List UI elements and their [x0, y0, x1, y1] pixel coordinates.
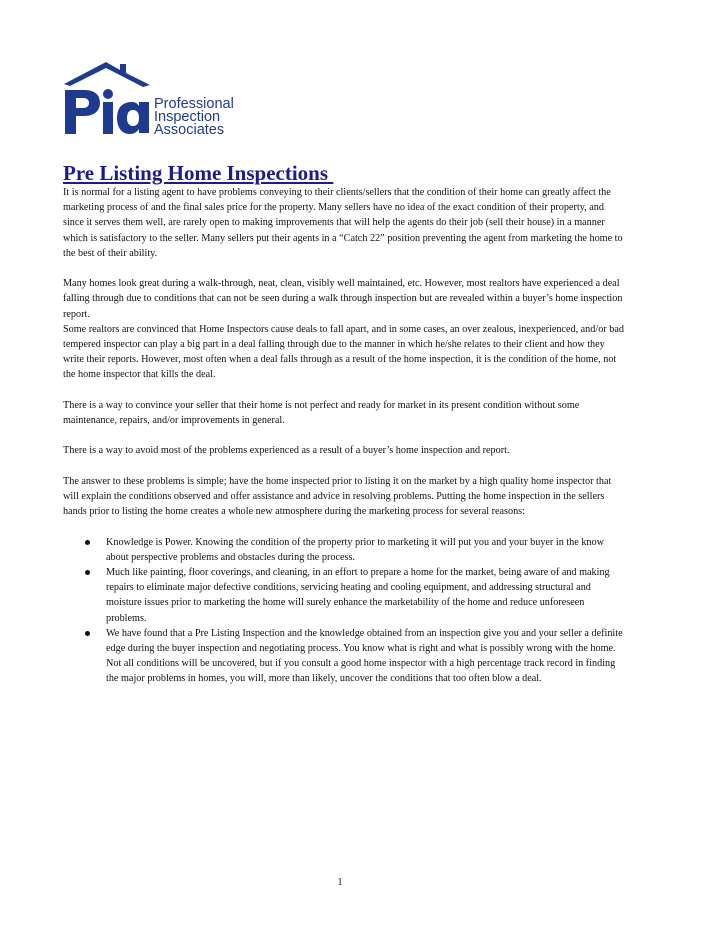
reasons-list	[63, 535, 625, 687]
page-number: 1	[337, 877, 343, 888]
list-item	[63, 565, 625, 626]
bullet-icon	[85, 540, 90, 545]
paragraph-answer: The answer to these problems is simple; have the home inspected prior to listing it on the market by a high quality home inspector that will explain the conditions observed and offer assistance and advice in resolving problems. Putting the home inspection in the sellers hands prior to listing the home creates a whole new atmosphere during the marketing process for several reasons:	[63, 475, 612, 518]
list-item	[63, 535, 625, 565]
paragraph-avoid-problems: There is a way to avoid most of the problems experienced as a result of a buyer’s home inspection and report.	[63, 445, 510, 457]
bullet-icon	[85, 631, 90, 636]
company-logo	[62, 62, 252, 136]
paragraph-intro: It is normal for a listing agent to have problems conveying to their clients/sellers that the condition of their home can greatly affect the marketing process of and the final sales price for the property. Many sellers have no idea of the exact condition of their property, and since it serves them well, are rarely open to making improvements that will help the agents do their job (sell their house) in a manner which is satisfactory to the seller. Many sellers put their agents in a “Catch 22” position preventing the agent from marketing the home to the best of their ability.	[63, 187, 623, 259]
house-logo-icon	[62, 62, 252, 136]
page-title: Pre Listing Home Inspections	[63, 161, 334, 185]
logo-line-2: Inspection	[154, 109, 221, 125]
paragraph-convince-seller: There is a way to convince your seller that their home is not perfect and ready for market in its present condition without some maintenance, repairs, and/or improvements in general.	[63, 399, 580, 427]
list-item-text: Knowledge is Power. Knowing the condition of the property prior to marketing it will put you and your buyer in the know about perspective problems and obstacles during the process.	[106, 536, 604, 563]
logo-line-3: Associates	[154, 122, 225, 136]
document-body	[63, 185, 625, 687]
bullet-icon	[85, 570, 90, 575]
paragraph-realtors: Some realtors are convinced that Home Inspectors cause deals to fall apart, and in some cases, an over zealous, inexperienced, and/or bad tempered inspector can play a big part in a deal falling through due to the manner in which he/she relates to their client and how they write their reports. However, most often when a deal falls through as a result of the home inspection, it is the condition of the home, not the home inspector that kills the deal.	[63, 323, 624, 381]
list-item-text: We have found that a Pre Listing Inspection and the knowledge obtained from an inspection give you and your seller a definite edge during the buyer inspection and negotiating process. You know what is right and what is possibly wrong with the home. Not all conditions will be uncovered, but if you consult a good home inspector with a high percentage track record in finding the major problems in homes, you will, more than likely, uncover the conditions that too often blow a deal.	[106, 627, 623, 685]
list-item	[63, 626, 625, 687]
logo-line-1: Professional	[154, 96, 234, 112]
paragraph-walkthrough: Many homes look great during a walk-through, neat, clean, visibly well maintained, etc. However, most realtors have experienced a deal falling through due to conditions that can not be seen during a walk through inspection but are revealed within a buyer’s home inspection report.	[63, 278, 623, 320]
list-item-text: Much like painting, floor coverings, and cleaning, in an effort to prepare a home for the market, being aware of and making repairs to eliminate major defective conditions, servicing heating and cooling equipment, and addressing structural and moisture issues prior to marketing the home will surely enhance the marketability of the home and reduce unforeseen problems.	[106, 567, 610, 624]
